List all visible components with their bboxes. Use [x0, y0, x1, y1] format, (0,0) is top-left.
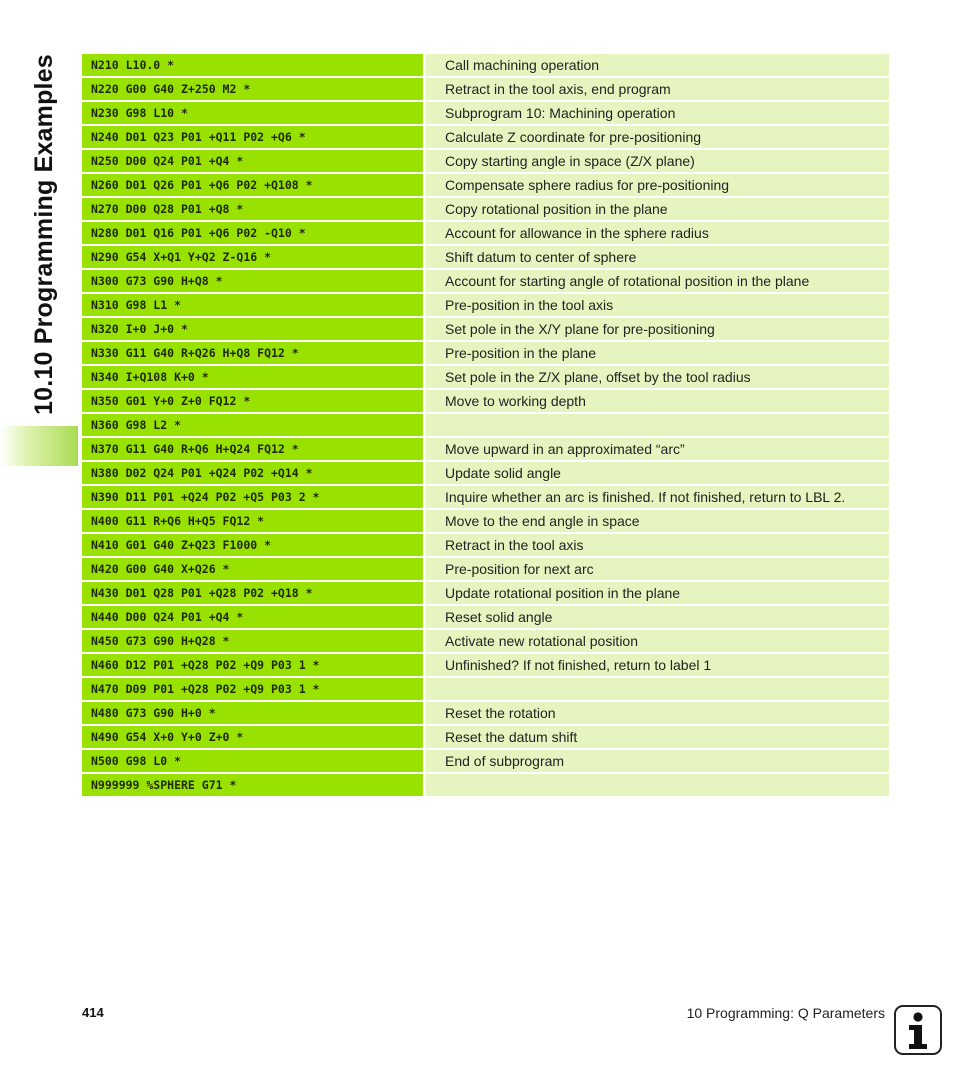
description-cell: Update rotational position in the plane	[426, 582, 889, 604]
table-row	[82, 150, 889, 172]
table-row	[82, 774, 889, 796]
table-row	[82, 510, 889, 532]
table-row	[82, 486, 889, 508]
code-cell: N230 G98 L10 *	[82, 102, 423, 124]
code-cell: N340 I+Q108 K+0 *	[82, 366, 423, 388]
table-row	[82, 438, 889, 460]
code-cell: N380 D02 Q24 P01 +Q24 P02 +Q14 *	[82, 462, 423, 484]
code-cell: N280 D01 Q16 P01 +Q6 P02 -Q10 *	[82, 222, 423, 244]
table-row	[82, 342, 889, 364]
code-cell: N310 G98 L1 *	[82, 294, 423, 316]
description-cell: Pre-position in the plane	[426, 342, 889, 364]
code-cell: N370 G11 G40 R+Q6 H+Q24 FQ12 *	[82, 438, 423, 460]
table-row	[82, 390, 889, 412]
table-row	[82, 174, 889, 196]
description-cell	[426, 774, 889, 796]
code-cell: N410 G01 G40 Z+Q23 F1000 *	[82, 534, 423, 556]
code-cell: N420 G00 G40 X+Q26 *	[82, 558, 423, 580]
code-cell: N290 G54 X+Q1 Y+Q2 Z-Q16 *	[82, 246, 423, 268]
chapter-side-title	[28, 54, 68, 420]
table-row	[82, 318, 889, 340]
code-cell: N400 G11 R+Q6 H+Q5 FQ12 *	[82, 510, 423, 532]
table-row	[82, 54, 889, 76]
description-cell: Move to the end angle in space	[426, 510, 889, 532]
code-cell: N250 D00 Q24 P01 +Q4 *	[82, 150, 423, 172]
code-cell: N320 I+0 J+0 *	[82, 318, 423, 340]
table-row	[82, 534, 889, 556]
table-row	[82, 366, 889, 388]
description-cell: End of subprogram	[426, 750, 889, 772]
description-cell: Copy rotational position in the plane	[426, 198, 889, 220]
description-cell: Copy starting angle in space (Z/X plane)	[426, 150, 889, 172]
code-cell: N500 G98 L0 *	[82, 750, 423, 772]
table-row	[82, 654, 889, 676]
code-cell: N490 G54 X+0 Y+0 Z+0 *	[82, 726, 423, 748]
description-cell: Pre-position in the tool axis	[426, 294, 889, 316]
description-cell: Set pole in the X/Y plane for pre-positioning	[426, 318, 889, 340]
chapter-title-text: 10.10 Programming Examples	[30, 54, 58, 415]
code-cell: N360 G98 L2 *	[82, 414, 423, 436]
code-cell: N470 D09 P01 +Q28 P02 +Q9 P03 1 *	[82, 678, 423, 700]
table-row	[82, 630, 889, 652]
description-cell: Call machining operation	[426, 54, 889, 76]
description-cell: Reset solid angle	[426, 606, 889, 628]
description-cell: Set pole in the Z/X plane, offset by the tool radius	[426, 366, 889, 388]
description-cell	[426, 414, 889, 436]
table-row	[82, 678, 889, 700]
table-row	[82, 126, 889, 148]
description-cell: Update solid angle	[426, 462, 889, 484]
description-cell: Activate new rotational position	[426, 630, 889, 652]
code-cell: N260 D01 Q26 P01 +Q6 P02 +Q108 *	[82, 174, 423, 196]
description-cell: Subprogram 10: Machining operation	[426, 102, 889, 124]
code-cell: N220 G00 G40 Z+250 M2 *	[82, 78, 423, 100]
table-row	[82, 294, 889, 316]
table-row	[82, 78, 889, 100]
table-row	[82, 222, 889, 244]
code-cell: N210 L10.0 *	[82, 54, 423, 76]
code-cell: N480 G73 G90 H+0 *	[82, 702, 423, 724]
table-row	[82, 750, 889, 772]
code-cell: N390 D11 P01 +Q24 P02 +Q5 P03 2 *	[82, 486, 423, 508]
code-cell: N430 D01 Q28 P01 +Q28 P02 +Q18 *	[82, 582, 423, 604]
description-cell: Reset the rotation	[426, 702, 889, 724]
code-cell: N270 D00 Q28 P01 +Q8 *	[82, 198, 423, 220]
description-cell: Pre-position for next arc	[426, 558, 889, 580]
table-row	[82, 606, 889, 628]
code-cell: N450 G73 G90 H+Q28 *	[82, 630, 423, 652]
program-table	[82, 54, 889, 798]
code-cell: N460 D12 P01 +Q28 P02 +Q9 P03 1 *	[82, 654, 423, 676]
table-row	[82, 558, 889, 580]
code-cell: N350 G01 Y+0 Z+0 FQ12 *	[82, 390, 423, 412]
table-row	[82, 270, 889, 292]
description-cell: Compensate sphere radius for pre-positioning	[426, 174, 889, 196]
table-row	[82, 726, 889, 748]
description-cell: Move to working depth	[426, 390, 889, 412]
footer-chapter-label: 10 Programming: Q Parameters	[686, 1005, 885, 1021]
description-cell: Unfinished? If not finished, return to label 1	[426, 654, 889, 676]
description-cell: Inquire whether an arc is finished. If not finished, return to LBL 2.	[426, 486, 889, 508]
code-cell: N240 D01 Q23 P01 +Q11 P02 +Q6 *	[82, 126, 423, 148]
table-row	[82, 582, 889, 604]
table-row	[82, 102, 889, 124]
description-cell: Retract in the tool axis	[426, 534, 889, 556]
table-row	[82, 246, 889, 268]
description-cell	[426, 678, 889, 700]
description-cell: Account for starting angle of rotational position in the plane	[426, 270, 889, 292]
page-number: 414	[82, 1005, 104, 1020]
chapter-tab-marker	[0, 426, 78, 466]
description-cell: Reset the datum shift	[426, 726, 889, 748]
description-cell: Move upward in an approximated “arc”	[426, 438, 889, 460]
code-cell: N440 D00 Q24 P01 +Q4 *	[82, 606, 423, 628]
description-cell: Account for allowance in the sphere radius	[426, 222, 889, 244]
description-cell: Retract in the tool axis, end program	[426, 78, 889, 100]
table-row	[82, 198, 889, 220]
description-cell: Shift datum to center of sphere	[426, 246, 889, 268]
code-cell: N330 G11 G40 R+Q26 H+Q8 FQ12 *	[82, 342, 423, 364]
description-cell: Calculate Z coordinate for pre-positioning	[426, 126, 889, 148]
table-row	[82, 702, 889, 724]
code-cell: N999999 %SPHERE G71 *	[82, 774, 423, 796]
info-icon	[894, 1005, 942, 1055]
code-cell: N300 G73 G90 H+Q8 *	[82, 270, 423, 292]
table-row	[82, 462, 889, 484]
table-row	[82, 414, 889, 436]
